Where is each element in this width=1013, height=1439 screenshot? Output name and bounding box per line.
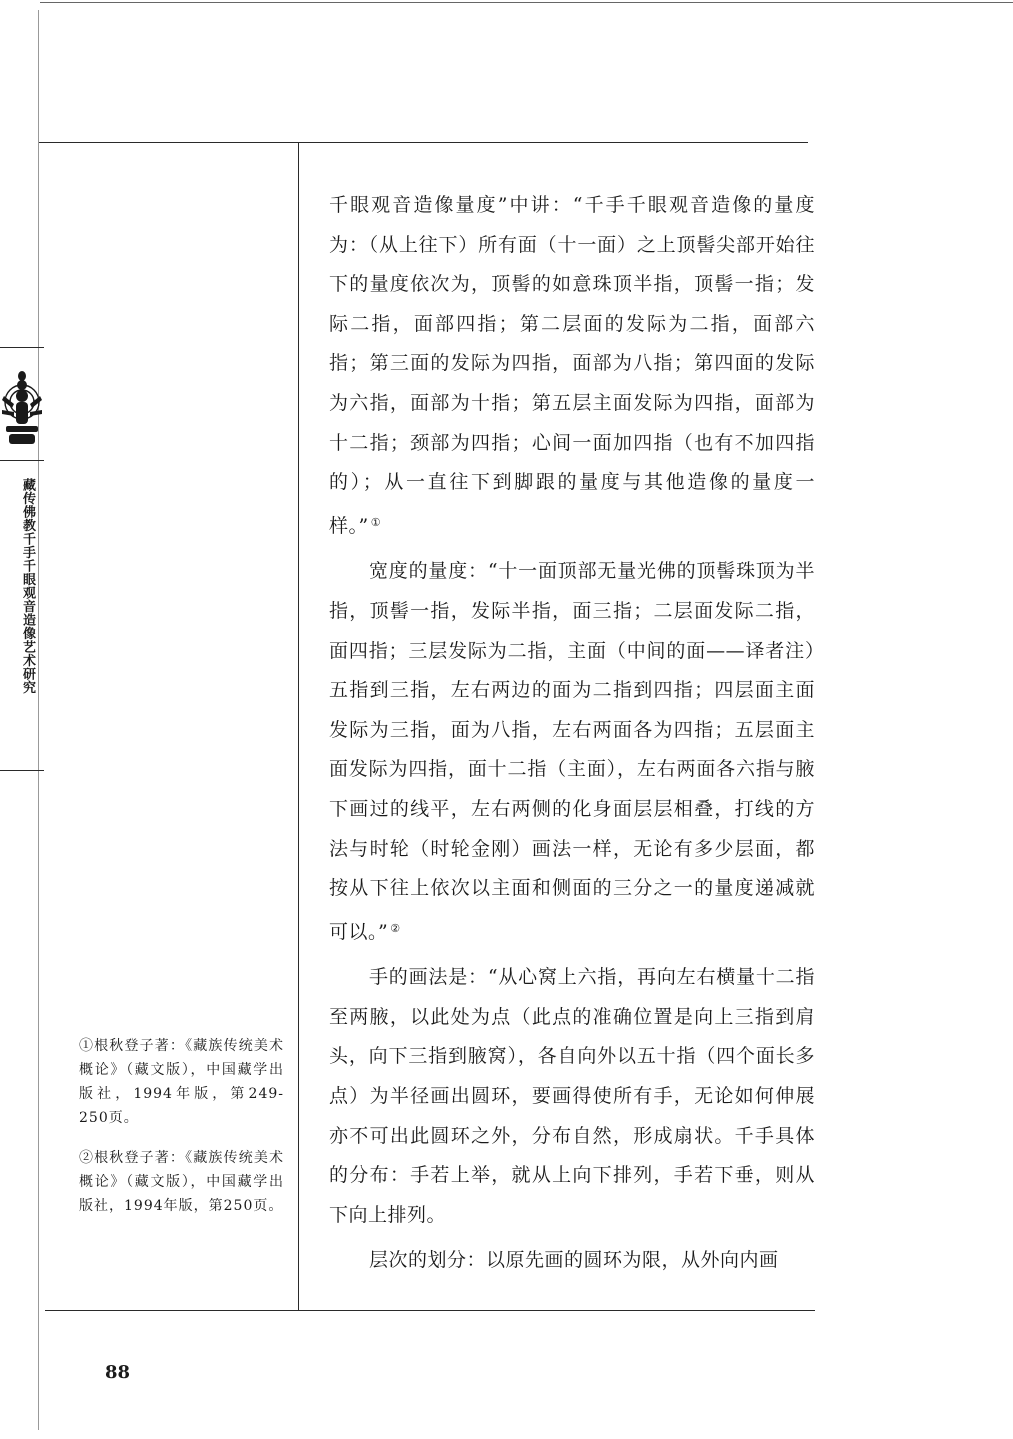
paragraph: 手的画法是：“从心窝上六指，再向左右横量十二指至两腋，以此处为点（此点的准确位置是向上三指到肩头，向下三指到腋窝），各自向外以五十指（四个面长多点）为半径画出圆环，要画得使所有手，无论如何伸展亦不可出此圆环之外，分布自然，形成扇状。千手具体的分布：手若上举，就从上向下排列，手若下垂，则从下向上排列。 (329, 966, 815, 1226)
page-number: 88 (105, 1362, 131, 1383)
paragraph: 宽度的量度：“十一面顶部无量光佛的顶髻珠顶为半指，顶髻一指，发际半指，面三指；二层面发际二指，面四指；三层发际为二指，主面（中间的面——译者注）五指到三指，左右两边的面为二指到四指；四层面主面发际为三指，面为八指，左右两面各为四指；五层面主面发际为四指，面十二指（主面），左右两面各六指与腋下画过的线平，左右两侧的化身面层层相叠，打线的方法与时轮（时轮金刚）画法一样，无论有多少层面，都按从下往上依次以主面和侧面的三分之一的量度递减就可以。” ② (329, 560, 815, 943)
emblem-rule (0, 347, 44, 348)
footnotes (79, 1034, 284, 1234)
footnote-ref[interactable]: ② (390, 921, 401, 935)
footnote-ref[interactable]: ① (370, 515, 382, 529)
side-title-rule-top (0, 460, 44, 461)
paragraph: 千眼观音造像量度”中讲：“千手千眼观音造像的量度为：（从上往下）所有面（十一面）之上顶髻尖部开始往下的量度依次为，顶髻的如意珠顶半指，顶髻一指；发际二指，面部四指；第二层面的发际为二指，面部六指；第三面的发际为四指，面部为八指；第四面的发际为六指，面部为十指；第五层主面发际为四指，面部为十二指；颈部为四指；心间一面加四指（也有不加四指的）；从一直往下到脚跟的量度与其他造像的量度一样。” ① (329, 194, 815, 537)
footer-rule (45, 1310, 815, 1311)
book-title-vertical: 藏传佛教千手千眼观音造像艺术研究 (20, 478, 35, 694)
margin-line (38, 10, 39, 1430)
side-title-rule-bottom (0, 770, 44, 771)
main-text (329, 186, 815, 1287)
thousand-armed-avalokiteshvara-emblem (0, 366, 44, 452)
column-divider (298, 142, 299, 1310)
header-rule (38, 142, 808, 143)
footnote: ②根秋登子著：《藏族传统美术概论》（藏文版），中国藏学出版社，1994年版，第250页。 (79, 1150, 284, 1214)
footnote: ①根秋登子著：《藏族传统美术概论》（藏文版），中国藏学出版社，1994年版，第249-250页。 (79, 1038, 284, 1126)
paragraph: 层次的划分：以原先画的圆环为限，从外向内画 (369, 1249, 779, 1272)
top-rule (40, 2, 1013, 3)
